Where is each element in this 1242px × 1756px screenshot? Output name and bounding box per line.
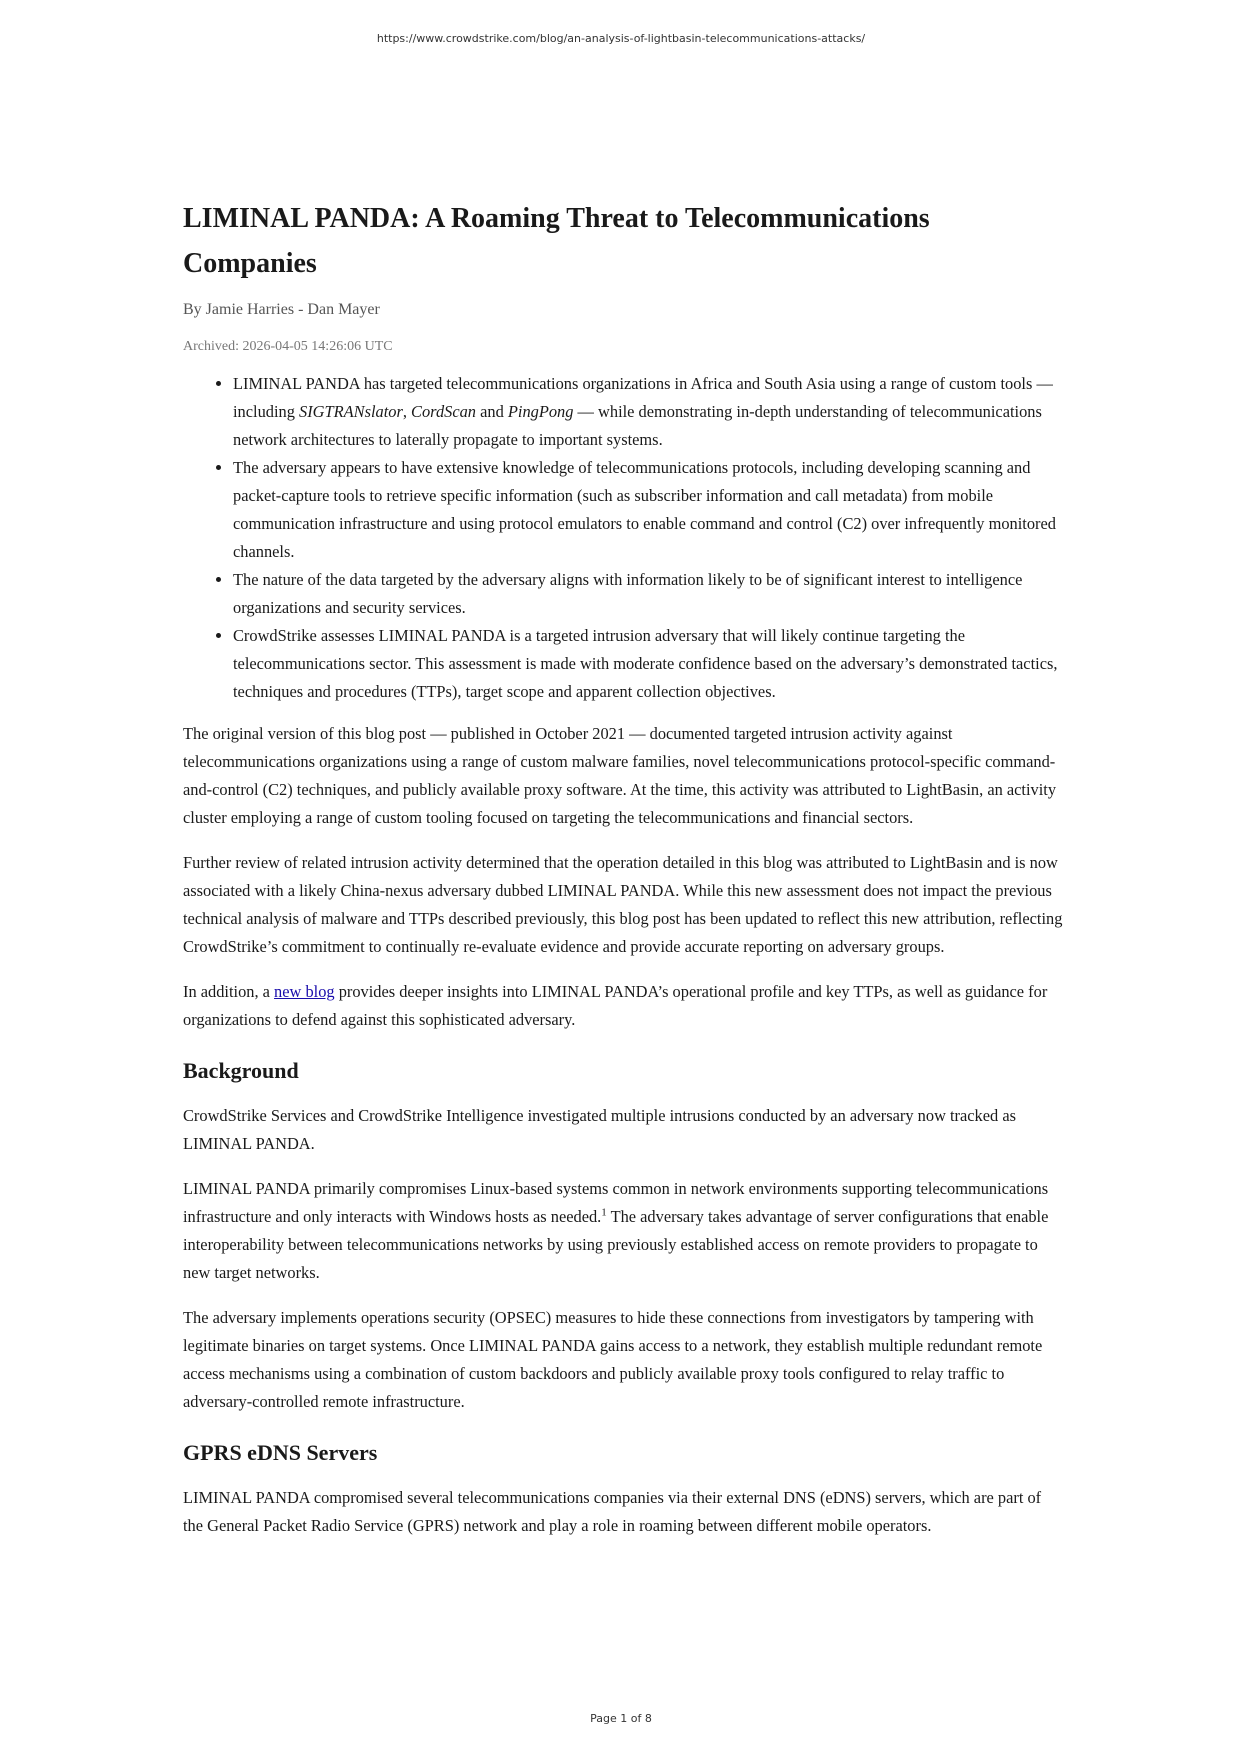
tool-name: PingPong xyxy=(507,402,574,421)
list-item: • The adversary appears to have extensive knowledge of telecommunications protocols, including developing scanning and packet-capture tools to retrieve specific information (such as subscriber information and call metadata) from mobile communication infrastructure and using protocol emulators to enable command and control (C2) over infrequently monitored channels. xyxy=(233,454,1063,566)
footnote-ref[interactable]: 1 xyxy=(601,1206,607,1219)
paragraph: LIMINAL PANDA compromised several telecommunications companies via their external DNS (eDNS) servers, which are part of the General Packet Radio Service (GPRS) network and play a role in roaming between different mobile operators. xyxy=(183,1488,1042,1535)
section-heading-background: Background xyxy=(183,1058,299,1083)
tool-name: SIGTRANslator xyxy=(299,402,403,421)
paragraph: The original version of this blog post — published in October 2021 — documented targeted intrusion activity against telecommunications organizations using a range of custom malware families, novel telecommunications protocol-specific command-and-control (C2) techniques, and publicly available proxy software. At the time, this activity was attributed to LightBasin, an activity cluster employing a range of custom tooling focused on targeting the telecommunications and financial sectors. xyxy=(183,724,1057,827)
paragraph: LIMINAL PANDA primarily compromises Linux-based systems common in network environments supporting telecommunications infrastructure and only interacts with Windows hosts as needed.$^1$ The adversary takes advantage of server configurations that enable interoperability between telecommunications networks by using previously established access on remote providers to propagate to new target networks. xyxy=(183,1179,1049,1282)
article xyxy=(183,196,1063,1557)
list-item: • CrowdStrike assesses LIMINAL PANDA is a targeted intrusion adversary that will likely continue targeting the telecommunications sector. This assessment is made with moderate confidence based on the adversary’s demonstrated tactics, techniques and procedures (TTPs), target scope and apparent collection objectives. xyxy=(233,622,1063,706)
key-points-list xyxy=(183,370,1063,706)
page-number: Page 1 of 8 xyxy=(590,1712,652,1725)
list-item: • The nature of the data targeted by the adversary aligns with information likely to be of significant interest to intelligence organizations and security services. xyxy=(233,566,1063,622)
paragraph: In addition, a new blog provides deeper insights into LIMINAL PANDA’s operational profile and key TTPs, as well as guidance for organizations to defend against this sophisticated adversary. xyxy=(183,982,1048,1029)
archived-timestamp: Archived: 2026-04-05 14:26:06 UTC xyxy=(183,339,393,354)
paragraph: The adversary implements operations security (OPSEC) measures to hide these connections from investigators by tampering with legitimate binaries on target systems. Once LIMINAL PANDA gains access to a network, they establish multiple redundant remote access mechanisms using a combination of custom backdoors and publicly available proxy tools configured to relay traffic to adversary-controlled remote infrastructure. xyxy=(183,1308,1043,1411)
article-title: LIMINAL PANDA: A Roaming Threat to Telecommunications Companies xyxy=(183,203,930,279)
paragraph: Further review of related intrusion activity determined that the operation detailed in this blog was attributed to LightBasin and is now associated with a likely China-nexus adversary dubbed LIMINAL PANDA. While this new assessment does not impact the previous technical analysis of malware and TTPs described previously, this blog post has been updated to reflect this new attribution, reflecting CrowdStrike’s commitment to continually re-evaluate evidence and provide accurate reporting on adversary groups. xyxy=(183,853,1063,956)
paragraph: CrowdStrike Services and CrowdStrike Intelligence investigated multiple intrusions conducted by an adversary now tracked as LIMINAL PANDA. xyxy=(183,1106,1016,1153)
article-byline: By Jamie Harries - Dan Mayer xyxy=(183,301,380,318)
new-blog-link[interactable]: new blog xyxy=(274,982,335,1001)
page-url-header: https://www.crowdstrike.com/blog/an-analysis-of-lightbasin-telecommunications-attacks/ xyxy=(376,32,866,45)
section-heading-gprs: GPRS eDNS Servers xyxy=(183,1440,378,1465)
tool-name: CordScan xyxy=(411,402,477,421)
list-item: • LIMINAL PANDA has targeted telecommunications organizations in Africa and South Asia using a range of custom tools — including SIGTRANslator, CordScan and PingPong — while demonstrating in-depth understanding of telecommunications network architectures to laterally propagate to important systems. xyxy=(233,370,1063,454)
